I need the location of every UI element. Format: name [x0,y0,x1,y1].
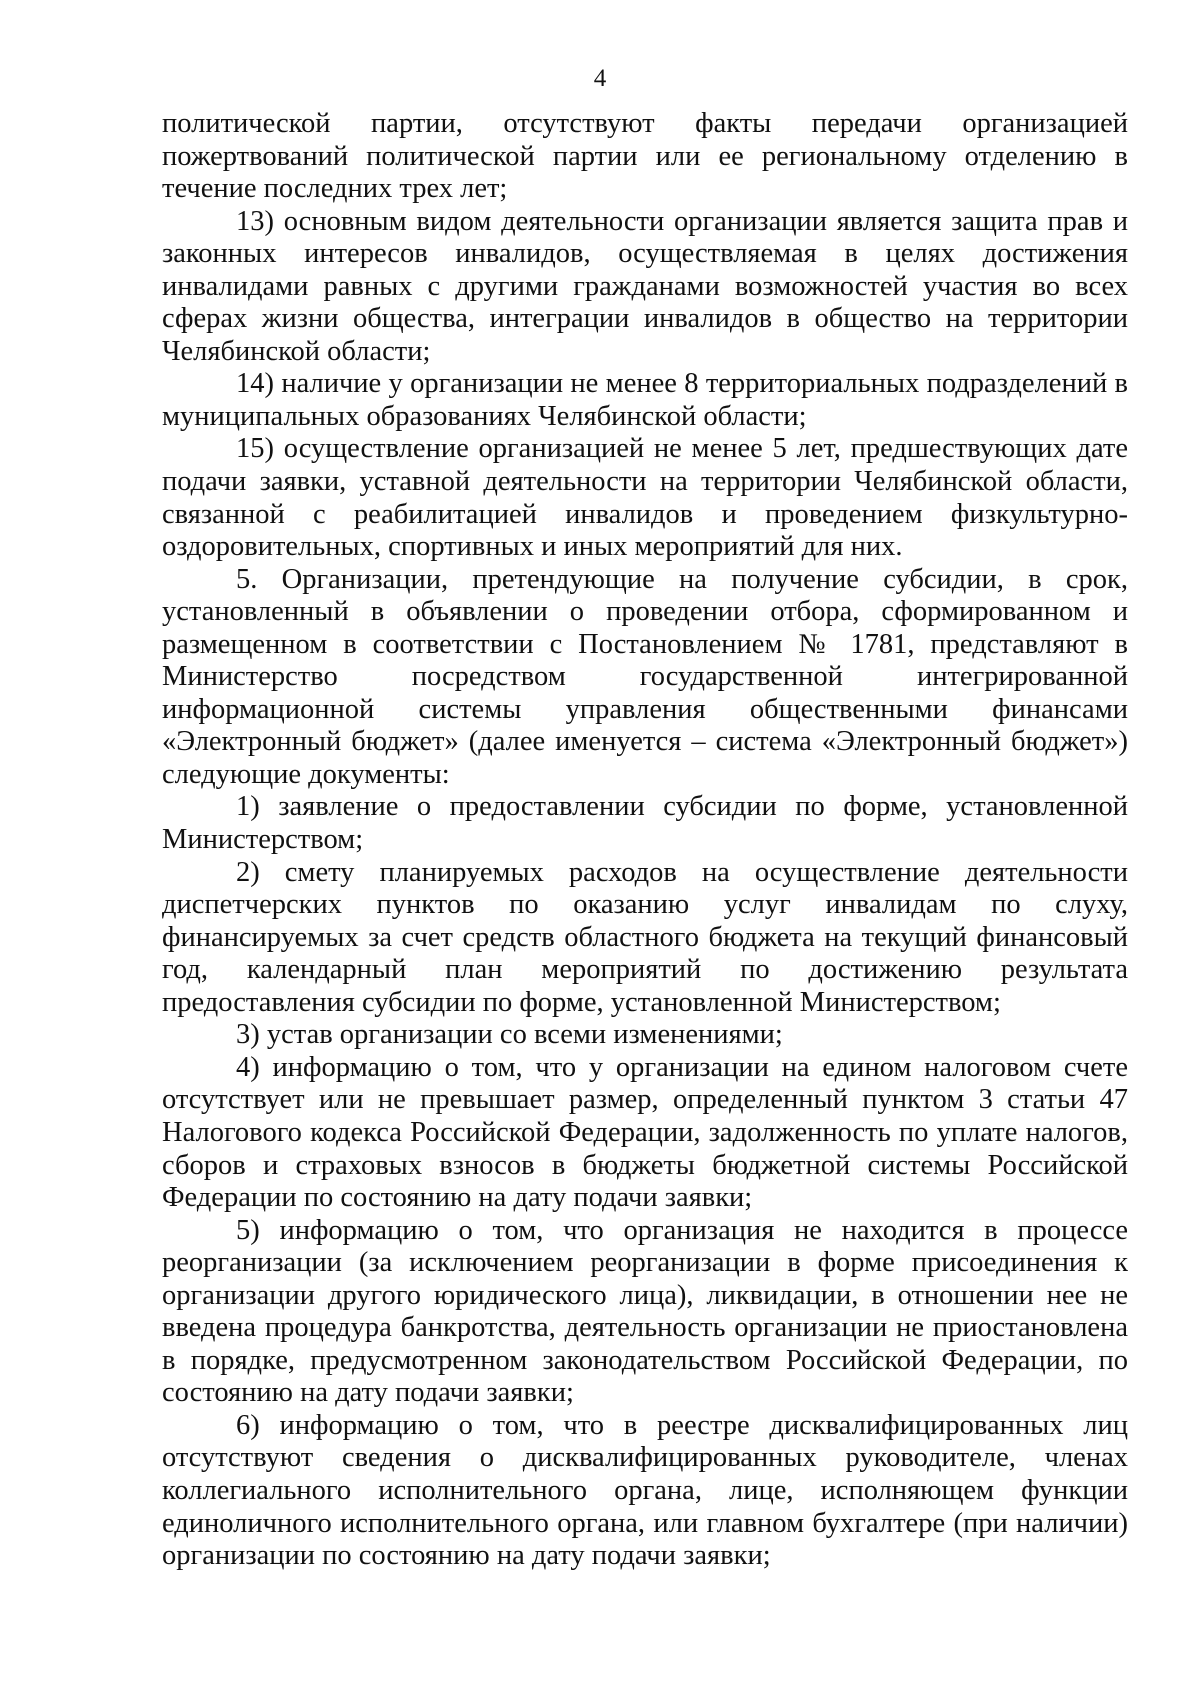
paragraph-doc-3: 3) устав организации со всеми изменениями; [236,1019,783,1051]
paragraph-doc-2: 2) смету планируемых расходов на осуществление деятельности диспетчерских пунктов по оказанию услуг инвалидам по слуху, финансируемых за счет средств областного бюджета на текущий финансовый год, календарный план мероприятий по достижению результата предоставления субсидии по форме, установленной Министерством; [162,856,1128,1018]
paragraph-item-13: 13) основным видом деятельности организации является защита прав и законных интересов инвалидов, осуществляемая в целях достижения инвалидами равных с другими гражданами возможностей участия во всех сферах жизни общества, интеграции инвалидов в общество на территории Челябинской области; [162,205,1128,367]
paragraph-doc-5: 5) информацию о том, что организация не находится в процессе реорганизации (за исключением реорганизации в форме присоединения к организации другого юридического лица), ликвидации, в отношении нее не введена процедура банкротства, деятельность организации не приостановлена в порядке, предусмотренном законодательством Российской Федерации, по состоянию на дату подачи заявки; [162,1214,1128,1409]
document-body [162,108,1128,1573]
paragraph-section-5: 5. Организации, претендующие на получение субсидии, в срок, установленный в объявлении о проведении отбора, сформированном и размещенном в соответствии с Постановлением № 1781, представляют в Министерство посредством государственной интегрированной информационной системы управления общественными финансами «Электронный бюджет» (далее именуется – система «Электронный бюджет») следующие документы: [162,563,1128,790]
paragraph-item-15: 15) осуществление организацией не менее 5 лет, предшествующих дате подачи заявки, уставной деятельности на территории Челябинской области, связанной с реабилитацией инвалидов и проведением физкультурно-оздоровительных, спортивных и иных мероприятий для них. [162,433,1128,563]
page-number: 4 [593,65,607,92]
paragraph-doc-6: 6) информацию о том, что в реестре дисквалифицированных лиц отсутствуют сведения о дисквалифицированных руководителе, членах коллегиального исполнительного органа, лице, исполняющем функции единоличного исполнительного органа, или главном бухгалтере (при наличии) организации по состоянию на дату подачи заявки; [162,1409,1128,1572]
paragraph-item-14: 14) наличие у организации не менее 8 территориальных подразделений в муниципальных образованиях Челябинской области; [162,368,1128,432]
paragraph-doc-1: 1) заявление о предоставлении субсидии по форме, установленной Министерством; [162,791,1128,856]
paragraph-doc-4: 4) информацию о том, что у организации на едином налоговом счете отсутствует или не превышает размер, определенный пунктом 3 статьи 47 Налогового кодекса Российской Федерации, задолженность по уплате налогов, сборов и страховых взносов в бюджеты бюджетной системы Российской Федерации по состоянию на дату подачи заявки; [162,1051,1128,1214]
paragraph-continuation: политической партии, отсутствуют факты передачи организацией пожертвований политической партии или ее региональному отделению в течение последних трех лет; [162,108,1128,205]
